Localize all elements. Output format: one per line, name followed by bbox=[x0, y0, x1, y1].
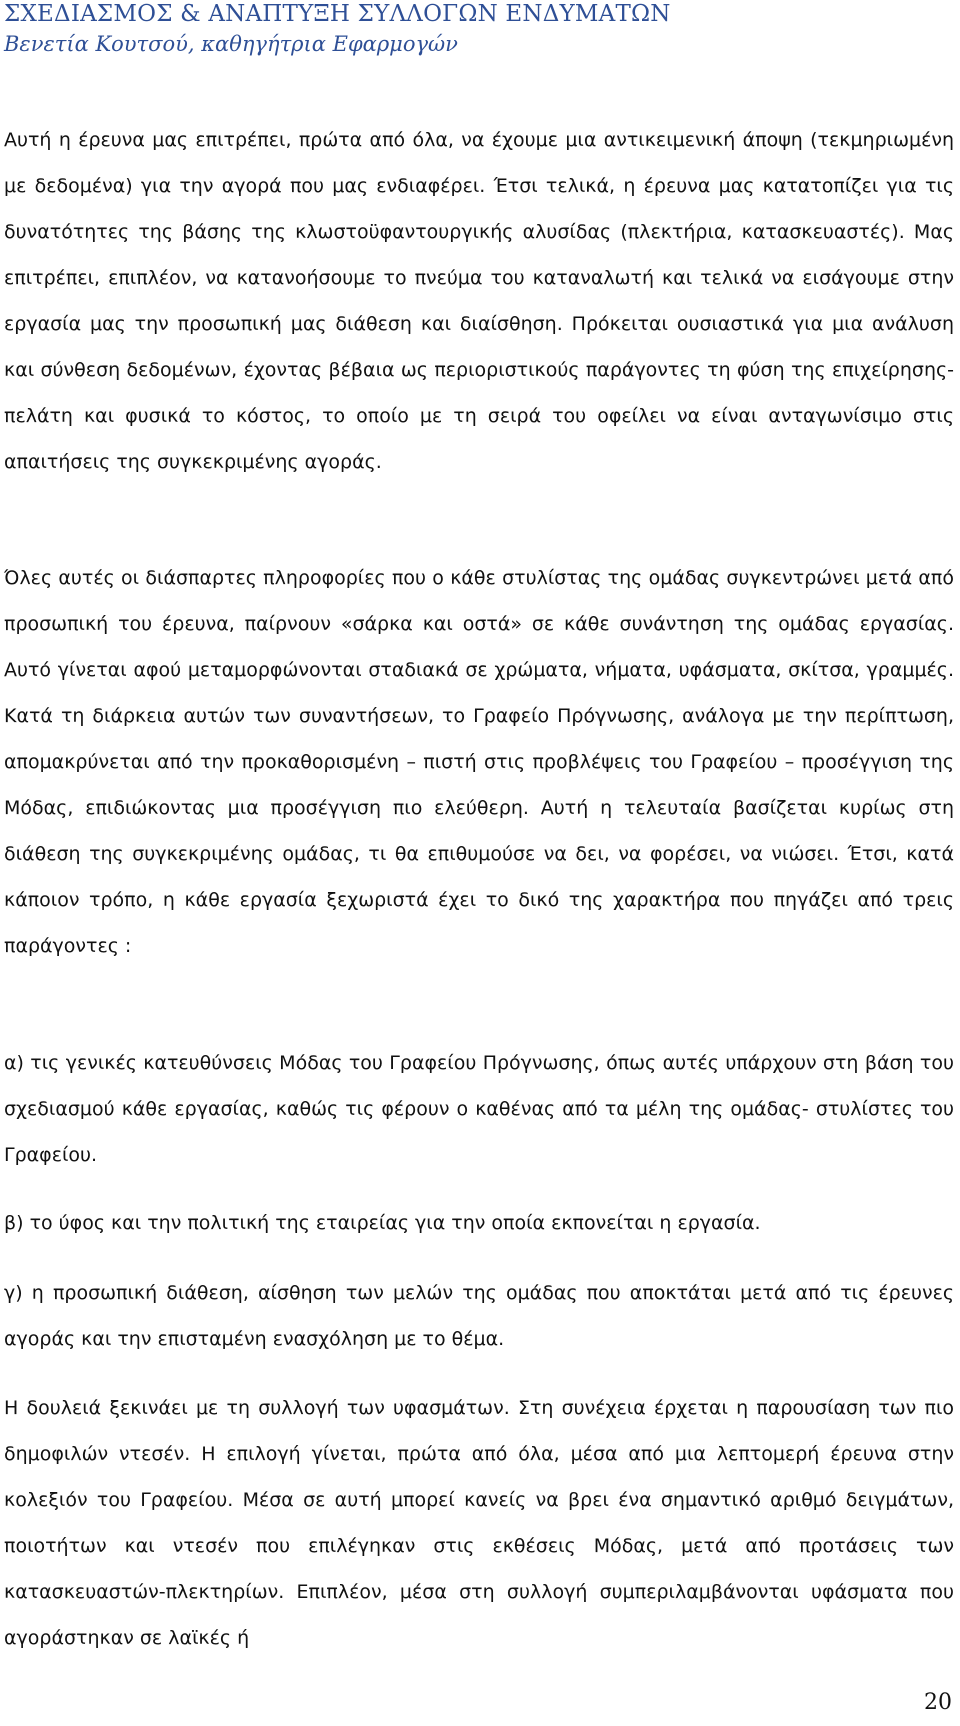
running-header bbox=[4, 0, 954, 58]
paragraph-3-item-a: α) τις γενικές κατευθύνσεις Μόδας του Γραφείου Πρόγνωσης, όπως αυτές υπάρχουν στη βάση του σχεδιασμού κάθε εργασίας, καθώς τις φέρουν ο καθένας από τα μέλη της ομάδας- στυλίστες του Γραφείου. bbox=[4, 1052, 954, 1166]
page-number: 20 bbox=[924, 1690, 952, 1715]
paragraph-6: Η δουλειά ξεκινάει με τη συλλογή των υφασμάτων. Στη συνέχεια έρχεται η παρουσίαση των πιο δημοφιλών ντεσέν. Η επιλογή γίνεται, πρώτα από όλα, μέσα από μια λεπτομερή έρευνα στην κολεξιόν του Γραφείου. Μέσα σε αυτή μπορεί κανείς να βρει ένα σημαντικό αριθμό δειγμάτων, ποιοτήτων και ντεσέν που επιλέγηκαν στις εκθέσεις Μόδας, μετά από προτάσεις των κατασκευαστών-πλεκτηρίων. Επιπλέον, μέσα στη συλλογή συμπεριλαμβάνονται υφάσματα που αγοράστηκαν σε λαϊκές ή bbox=[4, 1397, 954, 1649]
paragraph-1: Αυτή η έρευνα μας επιτρέπει, πρώτα από όλα, να έχουμε μια αντικειμενική άποψη (τεκμηριωμένη με δεδομένα) για την αγορά που μας ενδιαφέρει. Έτσι τελικά, η έρευνα μας κατατοπίζει για τις δυνατότητες της βάσης της κλωστοϋφαντουργικής αλυσίδας (πλεκτήρια, κατασκευαστές). Μας επιτρέπει, επιπλέον, να κατανοήσουμε το πνεύμα του καταναλωτή και τελικά να εισάγουμε στην εργασία μας την προσωπική μας διάθεση και διαίσθηση. Πρόκειται ουσιαστικά για μια ανάλυση και σύνθεση δεδομένων, έχοντας βέβαια ως περιοριστικούς παράγοντες τη φύση της επιχείρησης-πελάτη και φυσικά το κόστος, το οποίο με τη σειρά του οφείλει να είναι ανταγωνίσιμο στις απαιτήσεις της συγκεκριμένης αγοράς. bbox=[4, 129, 954, 473]
paragraph-4-item-b: β) το ύφος και την πολιτική της εταιρείας για την οποία εκπονείται η εργασία. bbox=[4, 1212, 761, 1234]
paragraph-5-item-c: γ) η προσωπική διάθεση, αίσθηση των μελών της ομάδας που αποκτάται μετά από τις έρευνες αγοράς και την επισταμένη ενασχόληση με το θέμα. bbox=[4, 1282, 954, 1350]
header-title: ΣΧΕΔΙΑΣΜΟΣ & ΑΝΑΠΤΥΞΗ ΣΥΛΛΟΓΩΝ ΕΝΔΥΜΑΤΩΝ bbox=[4, 1, 671, 27]
paragraph-2: Όλες αυτές οι διάσπαρτες πληροφορίες που ο κάθε στυλίστας της ομάδας συγκεντρώνει μετά από προσωπική του έρευνα, παίρνουν «σάρκα και οστά» σε κάθε συνάντηση της ομάδας εργασίας. Αυτό γίνεται αφού μεταμορφώνονται σταδιακά σε χρώματα, νήματα, υφάσματα, σκίτσα, γραμμές. Κατά τη διάρκεια αυτών των συναντήσεων, το Γραφείο Πρόγνωσης, ανάλογα με την περίπτωση, απομακρύνεται από την προκαθορισμένη – πιστή στις προβλέψεις του Γραφείου – προσέγγιση της Μόδας, επιδιώκοντας μια προσέγγιση πιο ελεύθερη. Αυτή η τελευταία βασίζεται κυρίως στη διάθεση της συγκεκριμένης ομάδας, τι θα επιθυμούσε να δει, να φορέσει, να νιώσει. Έτσι, κατά κάποιον τρόπο, η κάθε εργασία ξεχωριστά έχει το δικό της χαρακτήρα που πηγάζει από τρεις παράγοντες : bbox=[4, 567, 954, 957]
header-subtitle: Βενετία Κουτσού, καθηγήτρια Εφαρμογών bbox=[4, 32, 458, 56]
